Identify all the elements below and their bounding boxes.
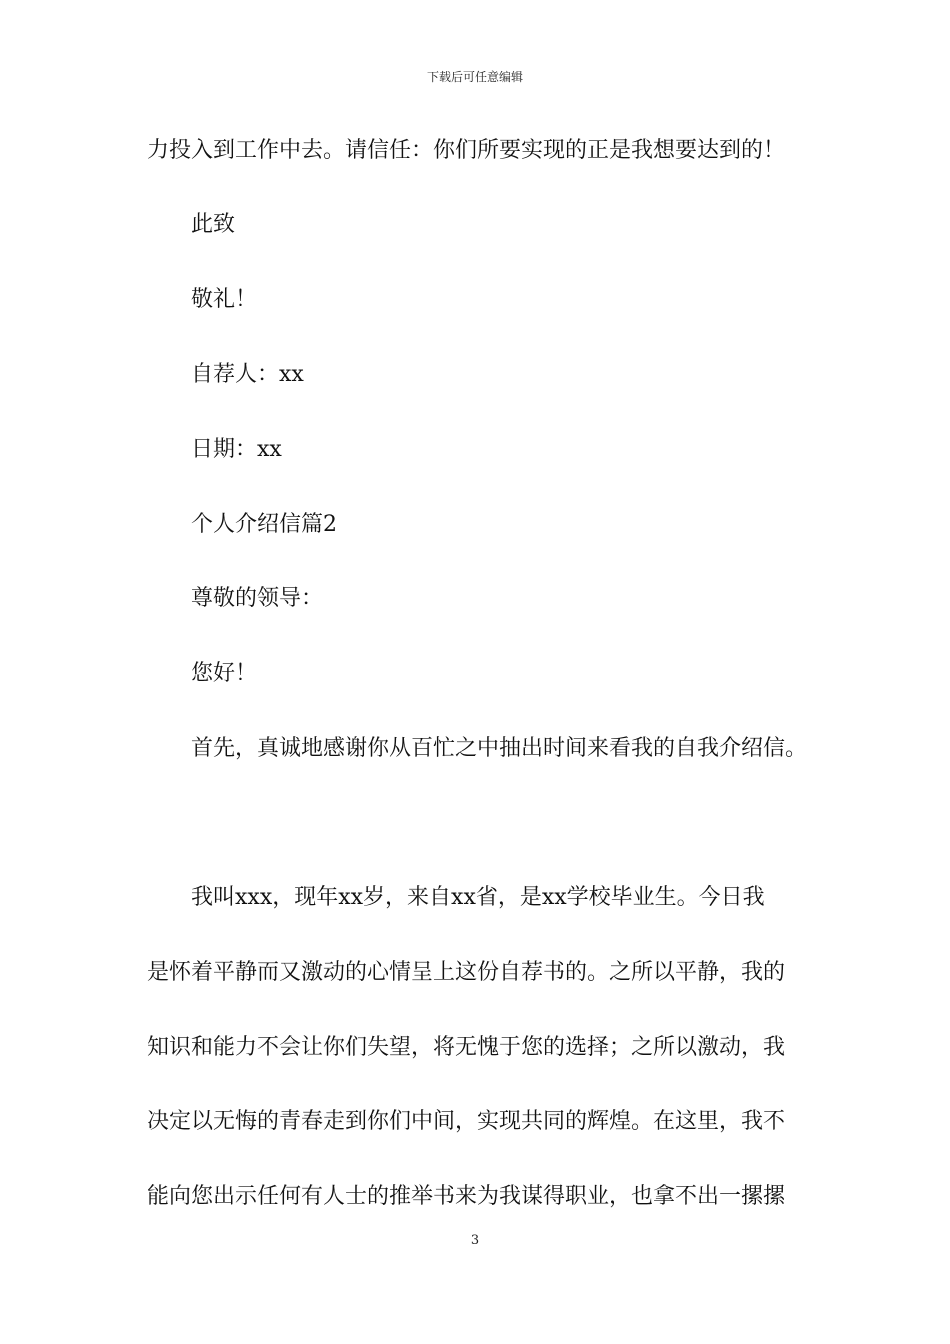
page-header-note: 下载后可任意编辑: [426, 70, 523, 84]
section-title: 个人介绍信篇2: [191, 512, 337, 537]
text-line-salutation: 尊敬的领导：: [191, 586, 324, 611]
text-line: 知识和能力不会让你们失望，将无愧于您的选择；之所以激动，我: [147, 1035, 786, 1060]
text-line-paragraph-2-start: 我叫xxx，现年xx岁，来自xx省，是xx学校毕业生。今日我: [191, 885, 765, 910]
text-line: 是怀着平静而又激动的心情呈上这份自荐书的。之所以平静，我的: [147, 960, 786, 985]
text-line-closing-2: 敬礼！: [191, 287, 258, 312]
page-number: 3: [470, 1233, 480, 1248]
text-line-paragraph-1: 首先，真诚地感谢你从百忙之中抽出时间来看我的自我介绍信。: [191, 736, 808, 761]
text-line-signer: 自荐人：xx: [191, 362, 304, 387]
text-line: 决定以无悔的青春走到你们中间，实现共同的辉煌。在这里，我不: [147, 1109, 786, 1134]
text-line-greeting: 您好！: [191, 661, 258, 686]
text-line-date: 日期：xx: [191, 437, 282, 462]
text-line: 力投入到工作中去。请信任：你们所要实现的正是我想要达到的！: [147, 138, 786, 163]
text-line-closing-1: 此致: [191, 212, 236, 237]
text-line: 能向您出示任何有人士的推举书来为我谋得职业，也拿不出一摞摞: [147, 1184, 786, 1209]
